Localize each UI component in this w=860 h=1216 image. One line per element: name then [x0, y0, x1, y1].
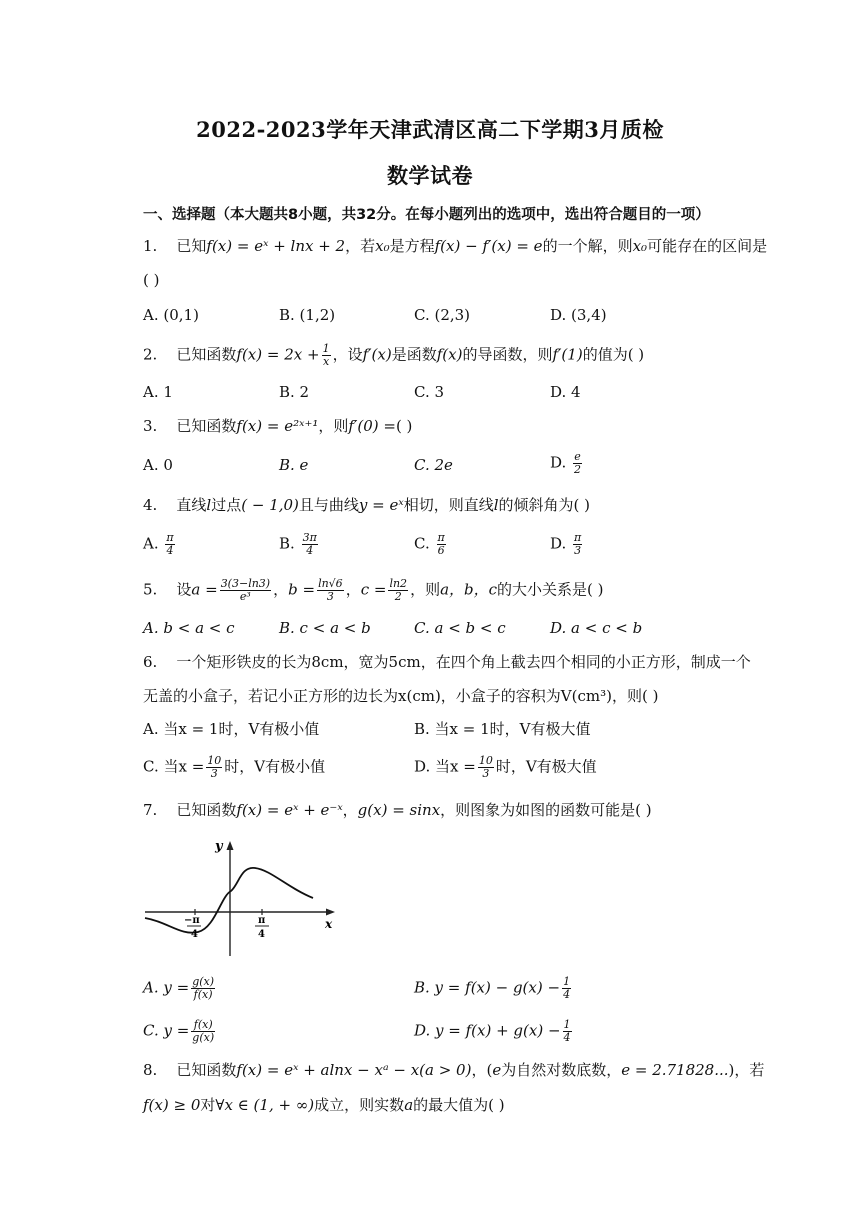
option-label: D. [550, 453, 567, 472]
question-text: 是方程 [389, 237, 435, 255]
question-number: 2. [143, 345, 158, 364]
question-8 [143, 1060, 764, 1080]
x-axis-label: x [325, 917, 333, 931]
question-text: 成立，则实数 [314, 1096, 405, 1114]
question-3 [143, 416, 412, 436]
math-expr: f(x) ≥ 0 [143, 1096, 201, 1114]
fraction: $\frac{g(x)}{f(x)}$ [192, 975, 215, 1001]
fraction: $\frac{10}{3}$ [478, 754, 493, 780]
math-expr: f(x) = eˣ + lnx + 2 [206, 237, 346, 255]
question-text: ，( [471, 1061, 493, 1079]
question-number: 3. [143, 417, 158, 435]
question-text: 直线 [176, 496, 207, 514]
option-text: A. y = [143, 978, 190, 997]
question-text: ，若 [345, 237, 376, 255]
function-graph [143, 836, 339, 958]
fraction: $\frac{\pi}{3}$ [574, 531, 582, 557]
option-c[interactable] [143, 755, 325, 780]
option-label: B. [279, 534, 295, 553]
option-text: D. 当x = [414, 757, 476, 776]
math-expr: x₀ [375, 237, 390, 255]
option-a[interactable] [143, 976, 217, 1001]
math-expr: l [206, 496, 212, 514]
math-expr: c = [360, 580, 387, 599]
option-text: C. y = [143, 1021, 190, 1040]
question-text: 对 [200, 1096, 216, 1114]
option-b[interactable]: B. 2 [279, 383, 310, 401]
math-expr: f(x) = e²ˣ⁺¹ [236, 417, 319, 435]
option-a[interactable]: A. 0 [143, 456, 173, 474]
option-b[interactable] [414, 976, 573, 1001]
option-d[interactable]: D. (3,4) [550, 306, 607, 324]
option-d[interactable] [550, 451, 584, 476]
math-expr: l [493, 496, 499, 514]
question-text: 的最大值为( ) [413, 1096, 505, 1114]
question-7 [143, 800, 652, 820]
question-text: )，若 [728, 1061, 765, 1079]
question-number: 5. [143, 580, 158, 599]
y-axis-label: y [215, 839, 223, 854]
math-expr: ∀x ∈ (1, + ∞) [215, 1096, 315, 1114]
question-text: ，设 [332, 345, 363, 364]
option-b[interactable]: B. e [279, 456, 309, 474]
option-c[interactable]: C. (2,3) [414, 306, 471, 324]
question-text: 且与曲线 [298, 496, 359, 514]
math-expr: f(x) = eˣ + e⁻ˣ [236, 801, 343, 819]
option-text: D. y = f(x) + g(x) − [414, 1021, 561, 1040]
math-expr: f(x) = 2x + [236, 345, 320, 364]
math-expr: a = [191, 580, 218, 599]
option-label: D. [550, 534, 567, 553]
option-text: 时，V有极大值 [495, 757, 597, 776]
question-text: ， [345, 580, 361, 599]
question-text: 的导函数，则 [462, 345, 553, 364]
option-a[interactable]: A. (0,1) [143, 306, 199, 324]
question-text: ， [273, 580, 289, 599]
question-text: 一个矩形铁皮的长为8cm，宽为5cm，在四个角上截去四个相同的小正方形，制成一个 [176, 653, 751, 671]
option-b[interactable]: B. (1,2) [279, 306, 336, 324]
question-6-line-2: 无盖的小盒子，若记小正方形的边长为x(cm)，小盒子的容积为V(cm³)，则( ) [143, 687, 659, 705]
option-b[interactable]: B. c < a < b [279, 619, 371, 637]
option-a[interactable]: A. 1 [143, 383, 173, 401]
option-text: B. y = f(x) − g(x) − [414, 978, 561, 997]
fraction: $\frac{\ln√6}{3}$ [318, 577, 343, 603]
option-text: C. 当x = [143, 757, 205, 776]
option-a[interactable]: A. 当x = 1时，V有极小值 [143, 720, 320, 738]
math-expr: f′(x) [362, 345, 392, 364]
fraction: $\frac{\ln 2}{2}$ [389, 577, 408, 603]
math-expr: y = eˣ [358, 496, 404, 514]
question-text: ，则 [410, 580, 441, 599]
fraction: $\frac{e}{2}$ [574, 450, 582, 476]
option-c[interactable] [143, 1019, 217, 1044]
question-text: 已知函数 [176, 1061, 237, 1079]
option-label: C. [414, 534, 430, 553]
question-text: ，则图象为如图的函数可能是( ) [440, 801, 652, 819]
question-text: 的一个解，则 [542, 237, 633, 255]
math-expr: a，b，c [440, 580, 498, 599]
option-c[interactable]: C. 3 [414, 383, 445, 401]
question-text: 设 [176, 580, 192, 599]
question-text: 为自然对数底数， [501, 1061, 622, 1079]
option-d[interactable]: D. a < c < b [550, 619, 643, 637]
option-d[interactable] [414, 755, 597, 780]
fraction: $\frac{\pi}{6}$ [437, 531, 445, 557]
math-expr: g(x) = sinx [357, 801, 441, 819]
math-expr: x₀ [632, 237, 648, 255]
question-number: 7. [143, 801, 158, 819]
math-expr: f(x) [436, 345, 463, 364]
question-1-continuation: ( ) [143, 271, 160, 289]
question-number: 1. [143, 237, 158, 255]
fraction: $\frac{3(3-\ln 3)}{\text{e³}}$ [220, 577, 271, 603]
neg-tick-num: −π [184, 915, 200, 926]
fraction: $\frac{1}{x}$ [322, 342, 330, 368]
option-b[interactable]: B. 当x = 1时，V有极大值 [414, 720, 591, 738]
option-b[interactable] [279, 532, 320, 557]
fraction: $\frac{10}{3}$ [207, 754, 222, 780]
option-a[interactable]: A. b < a < c [143, 619, 235, 637]
option-c[interactable] [414, 532, 448, 557]
question-text: 是函数 [391, 345, 437, 364]
math-expr: f(x) − f′(x) = e [434, 237, 543, 255]
question-1 [143, 236, 767, 256]
option-a[interactable] [143, 532, 177, 557]
option-text: 时，V有极小值 [224, 757, 326, 776]
neg-tick-den: 4 [191, 929, 198, 940]
math-expr: e [492, 1061, 502, 1079]
page-title: 2022-2023学年天津武清区高二下学期3月质检 [196, 117, 664, 142]
question-2 [143, 343, 644, 368]
x-axis-arrow [326, 909, 335, 916]
math-expr: b = [288, 580, 316, 599]
option-c[interactable]: C. a < b < c [414, 619, 506, 637]
question-text: 相切，则直线 [403, 496, 494, 514]
question-number: 4. [143, 496, 158, 514]
math-expr: f(x) = eˣ + alnx − xᵃ − x(a > 0) [236, 1061, 472, 1079]
question-text: ， [342, 801, 358, 819]
option-d[interactable]: D. 4 [550, 383, 581, 401]
question-number: 6. [143, 653, 158, 671]
math-expr: a [404, 1096, 414, 1114]
question-number: 8. [143, 1061, 158, 1079]
curve [145, 868, 313, 933]
question-text: 已知 [176, 237, 207, 255]
question-5 [143, 578, 604, 603]
question-text: ，则 [318, 417, 349, 435]
question-text: 可能存在的区间是 [647, 237, 768, 255]
question-6 [143, 652, 751, 672]
fraction: $\frac{1}{4}$ [563, 975, 571, 1001]
math-expr: ( − 1,0) [241, 496, 299, 514]
question-text: ( ) [395, 417, 413, 435]
page-subtitle: 数学试卷 [387, 163, 473, 188]
question-text: 已知函数 [176, 417, 237, 435]
section-heading: 一、选择题（本大题共8小题，共32分。在每小题列出的选项中，选出符合题目的一项） [143, 207, 710, 223]
option-d[interactable] [550, 532, 584, 557]
pos-tick-den: 4 [258, 929, 265, 940]
math-expr: f′(1) [552, 345, 583, 364]
math-expr: e = 2.71828... [621, 1061, 729, 1079]
pos-tick-num: π [258, 915, 266, 926]
question-4 [143, 495, 590, 515]
question-text: 已知函数 [176, 345, 237, 364]
option-label: A. [143, 534, 159, 553]
option-c[interactable]: C. 2e [414, 456, 453, 474]
option-d[interactable] [414, 1019, 574, 1044]
y-axis-arrow [227, 841, 234, 850]
fraction: $\frac{3\pi}{4}$ [302, 531, 317, 557]
question-text: 的值为( ) [582, 345, 645, 364]
question-text: 过点 [211, 496, 242, 514]
question-8-line-2 [143, 1095, 505, 1115]
math-expr: f′(0) = [348, 417, 396, 435]
fraction: $\frac{f(x)}{g(x)}$ [192, 1018, 215, 1044]
question-text: 的大小关系是( ) [497, 580, 604, 599]
question-text: 已知函数 [176, 801, 237, 819]
fraction: $\frac{1}{4}$ [563, 1018, 571, 1044]
question-text: 的倾斜角为( ) [498, 496, 591, 514]
fraction: $\frac{\pi}{4}$ [166, 531, 174, 557]
